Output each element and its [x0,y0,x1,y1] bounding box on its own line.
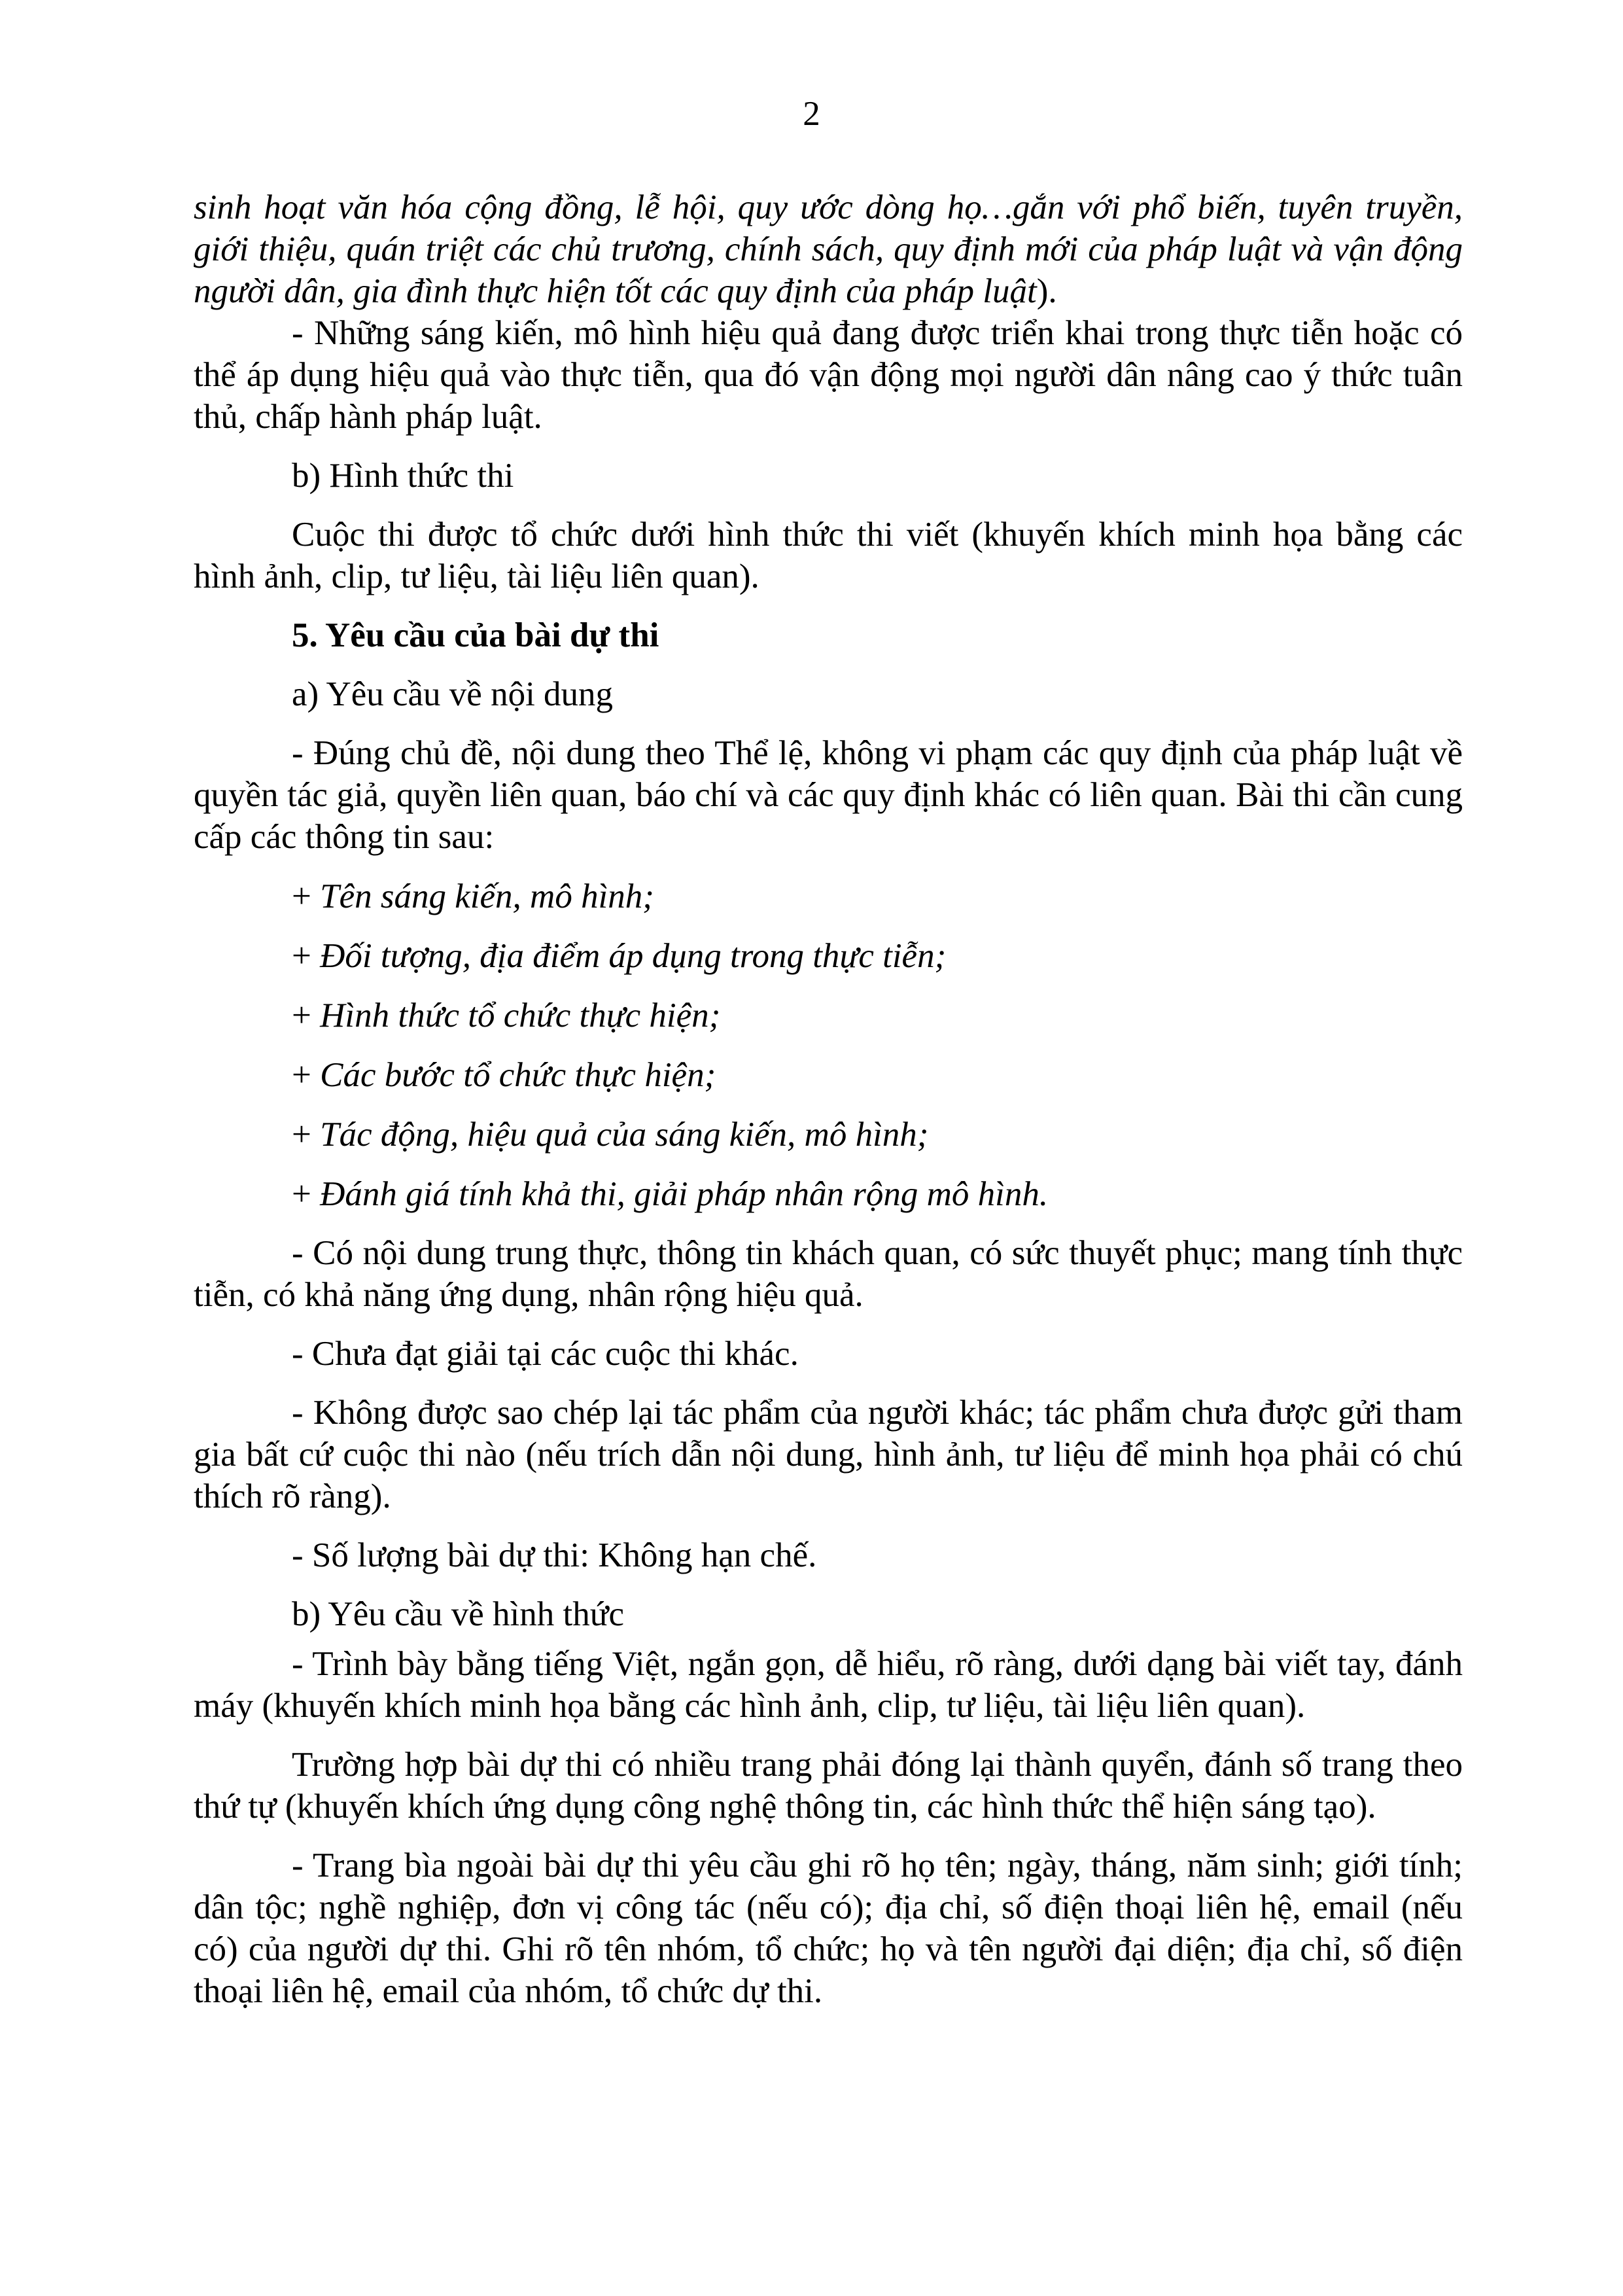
form-requirement-item: - Trình bày bằng tiếng Việt, ngắn gọn, dễ hiểu, rõ ràng, dưới dạng bài viết tay, đánh máy (khuyến khích minh họa bằng các hình ảnh, clip, tư liệu, tài liệu liên quan). [194,1645,1463,1725]
bullet-text: Các bước tổ chức thực hiện; [320,1056,716,1094]
bullet-marker: + [292,1175,311,1213]
list-item [194,875,1463,917]
form-requirement-item: Trường hợp bài dự thi có nhiều trang phải đóng lại thành quyển, đánh số trang theo thứ tự (khuyến khích ứng dụng công nghệ thông tin, các hình thức thể hiện sáng tạo). [194,1746,1463,1826]
content-requirement-item: - Không được sao chép lại tác phẩm của người khác; tác phẩm chưa được gửi tham gia bất cứ cuộc thi nào (nếu trích dẫn nội dung, hình ảnh, tư liệu để minh họa phải có chú thích rõ ràng). [194,1394,1463,1515]
bullet-marker: + [292,1116,311,1154]
bullet-text: Đánh giá tính khả thi, giải pháp nhân rộng mô hình. [320,1175,1049,1213]
content-requirement-item: - Số lượng bài dự thi: Không hạn chế. [292,1536,817,1574]
initiatives-paragraph: - Những sáng kiến, mô hình hiệu quả đang được triển khai trong thực tiễn hoặc có thể áp dụng hiệu quả vào thực tiễn, qua đó vận động mọi người dân nâng cao ý thức tuân thủ, chấp hành pháp luật. [194,314,1463,436]
list-item [194,935,1463,977]
bullet-marker: + [292,997,311,1034]
continuation-paragraph [194,186,1463,312]
document-body [194,186,1463,2012]
list-item [194,1054,1463,1096]
form-requirements-heading: b) Yêu cầu về hình thức [292,1595,625,1633]
section-5-heading: 5. Yêu cầu của bài dự thi [292,616,659,654]
list-item [194,995,1463,1036]
continuation-italic-text: sinh hoạt văn hóa cộng đồng, lễ hội, quy ước dòng họ…gắn với phổ biến, tuyên truyền, giới thiệu, quán triệt các chủ trương, chính sách, quy định mới của pháp luật và vận động người dân, gia đình thực hiện tốt các quy định của pháp luật [194,188,1463,310]
page-number: 2 [803,95,820,133]
contest-form-paragraph: Cuộc thi được tổ chức dưới hình thức thi viết (khuyến khích minh họa bằng các hình ảnh, clip, tư liệu, tài liệu liên quan). [194,516,1463,595]
list-item [194,1114,1463,1156]
bullet-text: Hình thức tổ chức thực hiện; [320,997,721,1034]
bullet-marker: + [292,1056,311,1094]
content-requirements-intro: - Đúng chủ đề, nội dung theo Thể lệ, không vi phạm các quy định của pháp luật về quyền tác giả, quyền liên quan, báo chí và các quy định khác có liên quan. Bài thi cần cung cấp các thông tin sau: [194,734,1463,856]
content-requirement-item: - Có nội dung trung thực, thông tin khách quan, có sức thuyết phục; mang tính thực tiễn, có khả năng ứng dụng, nhân rộng hiệu quả. [194,1234,1463,1314]
bullet-text: Đối tượng, địa điểm áp dụng trong thực tiễn; [320,937,947,975]
bullet-marker: + [292,937,311,975]
bullet-text: Tác động, hiệu quả của sáng kiến, mô hình; [320,1116,929,1154]
form-requirement-item: - Trang bìa ngoài bài dự thi yêu cầu ghi rõ họ tên; ngày, tháng, năm sinh; giới tính; dân tộc; nghề nghiệp, đơn vị công tác (nếu có); địa chỉ, số điện thoại liên hệ, email (nếu có) của người dự thi. Ghi rõ tên nhóm, tổ chức; họ và tên người đại diện; địa chỉ, số điện thoại liên hệ, email của nhóm, tổ chức dự thi. [194,1846,1463,2010]
content-requirement-item: - Chưa đạt giải tại các cuộc thi khác. [292,1335,799,1373]
list-item [194,1173,1463,1215]
subheading-contest-form: b) Hình thức thi [292,457,514,495]
continuation-tail: ). [1036,272,1057,310]
bullet-text: Tên sáng kiến, mô hình; [320,877,654,915]
content-requirements-heading: a) Yêu cầu về nội dung [292,675,614,713]
bullet-marker: + [292,877,311,915]
